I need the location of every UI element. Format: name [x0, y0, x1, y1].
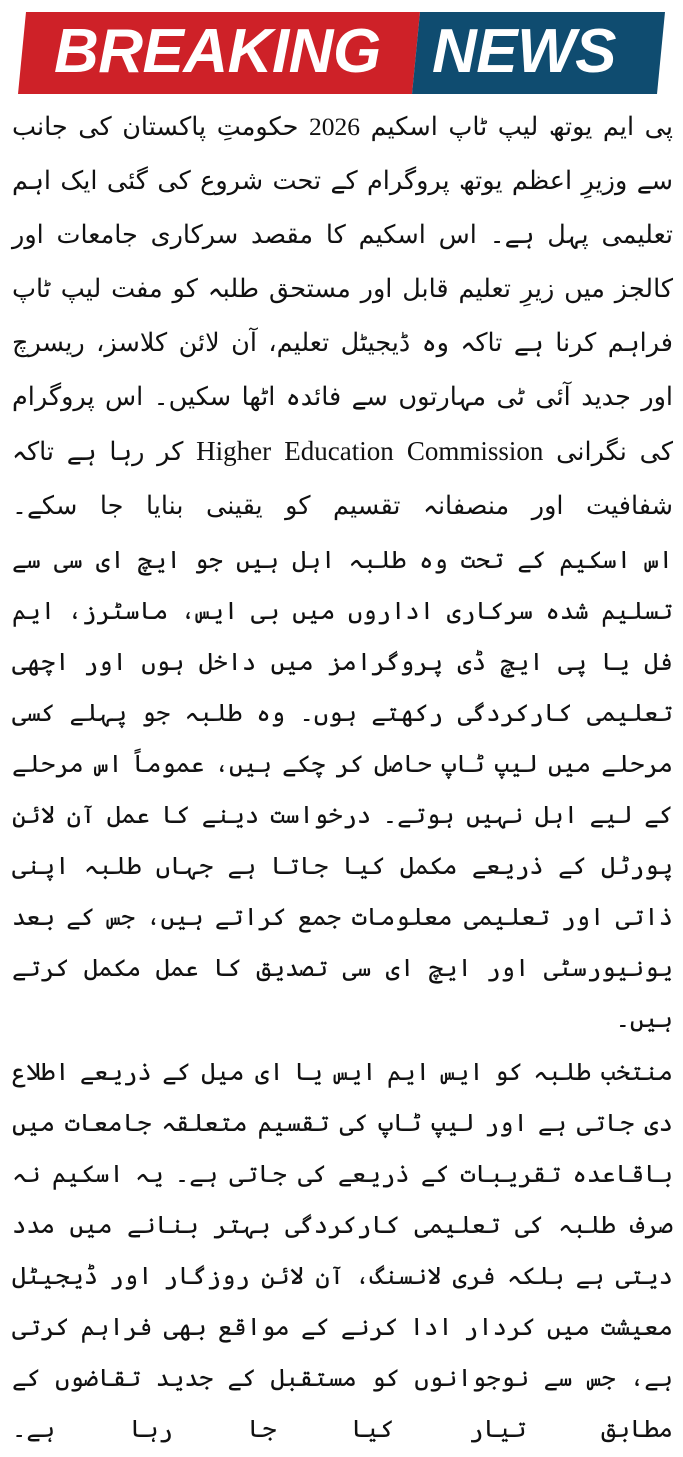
article-paragraph-intro — [12, 100, 673, 533]
banner-shape-svg — [0, 12, 683, 94]
breaking-news-banner — [0, 12, 683, 94]
banner-word-news: NEWS — [432, 17, 616, 86]
banner-red-block — [18, 12, 420, 94]
higher-education-commission-label: Higher Education Commission — [196, 436, 544, 466]
paragraph-intro-text-after: کر رہا ہے تاکہ شفافیت اور منصفانہ تقسیم کو یقینی بنایا جا سکے۔ — [12, 437, 673, 520]
article-paragraph-eligibility: اس اسکیم کے تحت وہ طلبہ اہل ہیں جو ایچ ای سی سے تسلیم شدہ سرکاری اداروں میں بی ایس، ماسٹرز، ایم فل یا پی ایچ ڈی پروگرامز میں داخل ہوں اور اچھی تعلیمی کارکردگی رکھتے ہوں۔ وہ طلبہ جو پہلے کسی مرحلے میں لیپ ٹاپ حاصل کر چکے ہیں، عموماً اس مرحلے کے لیے اہل نہیں ہوتے۔ درخواست دینے کا عمل آن لائن پورٹل کے ذریعے مکمل کیا جاتا ہے جہاں طلبہ اپنی ذاتی اور تعلیمی معلومات جمع کراتے ہیں، جس کے بعد یونیورسٹی اور ایچ ای سی تصدیق کا عمل مکمل کرتے ہیں۔ — [12, 547, 673, 1033]
article-paragraph-distribution: منتخب طلبہ کو ایس ایم ایس یا ای میل کے ذریعے اطلاع دی جاتی ہے اور لیپ ٹاپ کی تقسیم متعلقہ جامعات میں باقاعدہ تقریبات کے ذریعے کی جاتی ہے۔ یہ اسکیم نہ صرف طلبہ کی تعلیمی کارکردگی بہتر بنانے میں مدد دیتی ہے بلکہ فری لانسنگ، آن لائن روزگار اور ڈیجیٹل معیشت میں کردار ادا کرنے کے مواقع بھی فراہم کرتی ہے، جس سے نوجوانوں کو مستقبل کے جدید تقاضوں کے مطابق تیار کیا جا رہا ہے۔ — [12, 1059, 673, 1443]
paragraph-intro-text-before: پی ایم یوتھ لیپ ٹاپ اسکیم 2026 حکومتِ پاکستان کی جانب سے وزیرِ اعظم یوتھ پروگرام کے تحت شروع کی گئی ایک اہم تعلیمی پہل ہے۔ اس اسکیم کا مقصد سرکاری جامعات اور کالجز میں زیرِ تعلیم قابل اور مستحق طلبہ کو مفت لیپ ٹاپ فراہم کرنا ہے تاکہ وہ ڈیجیٹل تعلیم، آن لائن کلاسز، ریسرچ اور جدید آئی ٹی مہارتوں سے فائدہ اٹھا سکیں۔ اس پروگرام کی نگرانی — [12, 112, 673, 466]
banner-word-breaking: BREAKING — [54, 17, 381, 86]
article-body — [0, 100, 683, 1457]
banner-blue-block — [412, 12, 665, 94]
